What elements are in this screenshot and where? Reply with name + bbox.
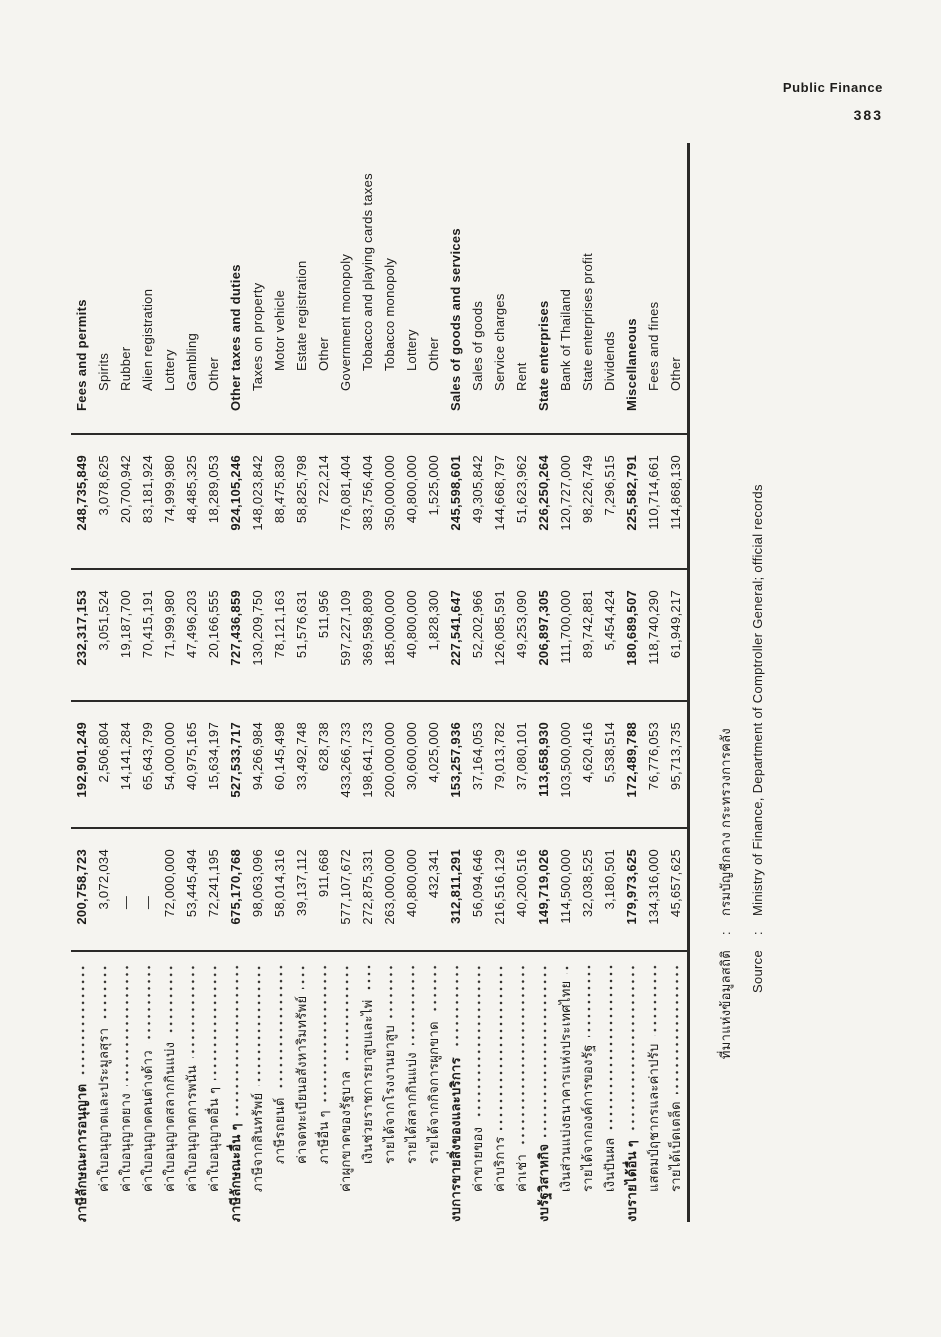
table-row: [71, 143, 93, 1222]
section-title: Public Finance: [782, 80, 883, 95]
row-label-english: Other: [316, 336, 331, 371]
dot-leader: [511, 964, 533, 1147]
thai-label-cell: [665, 950, 687, 1222]
value-cell: 172,489,788: [621, 700, 643, 827]
row-label-thai: งบรัฐวิสาหกิจ: [536, 1143, 551, 1222]
value-cell: 32,038,525: [577, 827, 599, 950]
table-row: [269, 143, 291, 1222]
thai-label-cell: [467, 950, 489, 1222]
row-label-english: Dividends: [602, 331, 617, 391]
row-label-thai: รายได้จากองค์การของรัฐ: [580, 1044, 595, 1192]
row-label-thai: รายได้จากกิจการผูกขาด: [426, 1021, 441, 1164]
value-cell: 192,901,249: [71, 700, 93, 827]
value-cell: 350,000,000: [379, 433, 401, 568]
dot-leader: [159, 964, 181, 1035]
value-cell: 248,735,849: [71, 433, 93, 568]
value-cell: 48,485,325: [181, 433, 203, 568]
value-cell: 103,500,000: [555, 700, 577, 827]
source-block: [710, 143, 774, 1222]
thai-label-cell: [181, 950, 203, 1222]
table-row: [313, 143, 335, 1222]
thai-label-cell: [247, 950, 269, 1222]
row-label-thai: ภาษีรถยนต์: [272, 1097, 287, 1164]
row-label-english: Fees and permits: [74, 299, 89, 411]
row-label-english: State enterprises: [536, 300, 551, 411]
row-label-english: Bank of Thailand: [558, 288, 573, 391]
thai-label-cell: [401, 950, 423, 1222]
row-label-thai: ค่าใบอนุญาตคนต่างด้าว: [140, 1050, 155, 1192]
row-label-thai: เงินช่วยราชการยาสูบและไพ่: [360, 999, 375, 1164]
thai-label-cell: [291, 950, 313, 1222]
value-cell: 111,700,000: [555, 568, 577, 700]
source-colon: :: [750, 931, 765, 935]
table-row: [291, 143, 313, 1222]
dot-leader: [401, 964, 423, 1045]
dot-leader: [335, 964, 357, 1064]
thai-label-cell: [643, 950, 665, 1222]
table-row: [643, 143, 665, 1222]
row-label-english: Lottery: [404, 329, 419, 371]
value-cell: 74,999,980: [159, 433, 181, 568]
value-cell: 51,623,962: [511, 433, 533, 568]
value-cell: 185,000,000: [379, 568, 401, 700]
value-cell: 110,714,661: [643, 433, 665, 568]
value-cell: 53,445,494: [181, 827, 203, 950]
value-cell: 4,025,000: [423, 700, 445, 827]
thai-label-cell: [379, 950, 401, 1222]
value-cell: 245,598,601: [445, 433, 467, 568]
value-cell: 114,500,000: [555, 827, 577, 950]
value-cell: 216,516,129: [489, 827, 511, 950]
table-row: [533, 143, 555, 1222]
row-label-english: Sales of goods: [470, 300, 485, 391]
value-cell: 79,013,782: [489, 700, 511, 827]
value-cell: 5,454,424: [599, 568, 621, 700]
value-cell: 114,868,130: [665, 433, 687, 568]
value-cell: 58,014,316: [269, 827, 291, 950]
value-cell: 40,975,165: [181, 700, 203, 827]
dot-leader: [357, 964, 379, 992]
row-label-thai: ค่าใบอนุญาตและประมูลสุรา: [96, 1027, 111, 1192]
row-label-thai: เงินส่วนแบ่งธนาคารแห่งประเทศไทย: [558, 980, 573, 1192]
value-cell: 232,317,153: [71, 568, 93, 700]
row-label-thai: เงินปันผล: [602, 1137, 617, 1192]
value-cell: 727,436,859: [225, 568, 247, 700]
value-cell: 7,296,515: [599, 433, 621, 568]
row-label-english: Estate registration: [294, 260, 309, 371]
thai-label-cell: [71, 950, 93, 1222]
row-label-english: Rent: [514, 362, 529, 391]
value-cell: 120,727,000: [555, 433, 577, 568]
row-label-english: Alien registration: [140, 288, 155, 391]
row-label-english: Miscellaneous: [624, 318, 639, 411]
value-cell: 14,141,284: [115, 700, 137, 827]
thai-label-cell: [93, 950, 115, 1222]
thai-label-cell: [357, 950, 379, 1222]
table-row: [115, 143, 137, 1222]
thai-label-cell: [225, 950, 247, 1222]
source-text-english: Ministry of Finance, Department of Comptroller General; official records: [750, 484, 765, 916]
value-cell: 83,181,924: [137, 433, 159, 568]
dot-leader: [181, 964, 203, 1058]
value-cell: 263,000,000: [379, 827, 401, 950]
row-label-english: Motor vehicle: [272, 289, 287, 371]
value-cell: 3,051,524: [93, 568, 115, 700]
value-cell: 577,107,672: [335, 827, 357, 950]
value-cell: 88,475,830: [269, 433, 291, 568]
value-cell: 200,758,723: [71, 827, 93, 950]
value-cell: 60,145,498: [269, 700, 291, 827]
thai-label-cell: [335, 950, 357, 1222]
value-cell: 206,897,305: [533, 568, 555, 700]
value-cell: 433,266,733: [335, 700, 357, 827]
value-cell: 72,241,195: [203, 827, 225, 950]
thai-label-cell: [159, 950, 181, 1222]
row-label-english: Spirits: [96, 352, 111, 391]
value-cell: 52,202,966: [467, 568, 489, 700]
row-label-english: Other: [426, 336, 441, 371]
dot-leader: [621, 964, 643, 1133]
row-label-thai: ค่าใบอนุญาตยาง: [118, 1093, 133, 1192]
value-cell: 89,742,881: [577, 568, 599, 700]
table-rows: [71, 143, 690, 1222]
thai-label-cell: [269, 950, 291, 1222]
value-cell: 40,800,000: [401, 568, 423, 700]
row-label-thai: ค่าใบอนุญาตอื่น ๆ: [206, 1086, 221, 1192]
source-line-thai: [710, 143, 742, 1222]
dot-leader: [467, 964, 489, 1120]
row-label-thai: ค่าจดทะเบียนอสังหาริมทรัพย์: [294, 995, 309, 1164]
value-cell: 70,415,191: [137, 568, 159, 700]
dot-leader: [489, 964, 511, 1130]
value-cell: 597,227,109: [335, 568, 357, 700]
row-label-english: Fees and fines: [646, 301, 661, 391]
row-label-english: Other: [668, 356, 683, 391]
value-cell: 47,496,203: [181, 568, 203, 700]
value-cell: 198,641,733: [357, 700, 379, 827]
value-cell: 527,533,717: [225, 700, 247, 827]
value-cell: 148,023,842: [247, 433, 269, 568]
row-label-english: Tobacco and playing cards taxes: [360, 173, 375, 371]
value-cell: 18,289,053: [203, 433, 225, 568]
value-cell: 71,999,980: [159, 568, 181, 700]
value-cell: 61,949,217: [665, 568, 687, 700]
row-label-thai: งบรายได้อื่น ๆ: [624, 1139, 639, 1222]
value-cell: 37,164,053: [467, 700, 489, 827]
rotated-table-canvas: [45, 133, 785, 1293]
value-cell: 54,000,000: [159, 700, 181, 827]
row-label-thai: ภาษีจากสินทรัพย์: [250, 1092, 265, 1192]
value-cell: 78,121,163: [269, 568, 291, 700]
value-cell: —: [137, 827, 159, 950]
thai-label-cell: [313, 950, 335, 1222]
value-cell: 30,600,000: [401, 700, 423, 827]
dot-leader: [445, 964, 467, 1050]
dot-leader: [379, 964, 401, 1018]
value-cell: 20,700,942: [115, 433, 137, 568]
value-cell: 180,689,507: [621, 568, 643, 700]
value-cell: 56,094,646: [467, 827, 489, 950]
row-label-thai: แสตมป์ฤชากรและค่าปรับ: [646, 1043, 661, 1192]
value-cell: 98,226,749: [577, 433, 599, 568]
table-row: [357, 143, 379, 1222]
dot-leader: [533, 964, 555, 1137]
value-cell: 776,081,404: [335, 433, 357, 568]
row-label-english: Taxes on property: [250, 282, 265, 391]
value-cell: 225,582,791: [621, 433, 643, 568]
row-label-thai: ภาษีลักษณะการอนุญาต: [74, 1083, 89, 1222]
dot-leader: [423, 964, 445, 1014]
table-row: [555, 143, 577, 1222]
value-cell: 1,828,300: [423, 568, 445, 700]
row-label-english: Rubber: [118, 346, 133, 391]
value-cell: 15,634,197: [203, 700, 225, 827]
source-colon: :: [718, 931, 733, 935]
value-cell: 33,492,748: [291, 700, 313, 827]
table-row: [665, 143, 687, 1222]
row-label-thai: ภาษีอื่น ๆ: [316, 1110, 331, 1164]
value-cell: 39,137,112: [291, 827, 313, 950]
row-label-english: Other: [206, 356, 221, 391]
row-label-thai: งบการขายสิ่งของและบริการ: [448, 1057, 463, 1222]
value-cell: 45,657,625: [665, 827, 687, 950]
value-cell: 3,180,501: [599, 827, 621, 950]
row-label-english: Government monopoly: [338, 253, 353, 391]
value-cell: 179,973,625: [621, 827, 643, 950]
table-row: [423, 143, 445, 1222]
row-label-english: State enterprises profit: [580, 253, 595, 391]
row-label-thai: ค่าบริการ: [492, 1136, 507, 1192]
source-text-thai: กรมบัญชีกลาง กระทรวงการคลัง: [718, 727, 733, 916]
value-cell: 49,305,842: [467, 433, 489, 568]
value-cell: 130,209,750: [247, 568, 269, 700]
table-row: [467, 143, 489, 1222]
table-row: [445, 143, 467, 1222]
value-cell: 200,000,000: [379, 700, 401, 827]
table-row: [379, 143, 401, 1222]
value-cell: 51,576,631: [291, 568, 313, 700]
thai-label-cell: [445, 950, 467, 1222]
thai-label-cell: [137, 950, 159, 1222]
value-cell: 40,800,000: [401, 433, 423, 568]
value-cell: 49,253,090: [511, 568, 533, 700]
value-cell: 1,525,000: [423, 433, 445, 568]
value-cell: 153,257,936: [445, 700, 467, 827]
value-cell: 3,078,625: [93, 433, 115, 568]
value-cell: 628,738: [313, 700, 335, 827]
table-row: [511, 143, 533, 1222]
dot-leader: [93, 964, 115, 1021]
thai-label-cell: [423, 950, 445, 1222]
table-row: [225, 143, 247, 1222]
value-cell: 37,080,101: [511, 700, 533, 827]
value-cell: 3,072,034: [93, 827, 115, 950]
thai-label-cell: [599, 950, 621, 1222]
row-label-english: Sales of goods and services: [448, 228, 463, 411]
dot-leader: [313, 964, 335, 1103]
row-label-thai: ค่าใบอนุญาตการพนัน: [184, 1064, 199, 1192]
row-label-thai: รายได้เบ็ดเตล็ด: [668, 1101, 683, 1192]
value-cell: 98,063,096: [247, 827, 269, 950]
value-cell: 95,713,735: [665, 700, 687, 827]
row-label-thai: ภาษีลักษณะอื่น ๆ: [228, 1123, 243, 1222]
thai-label-cell: [489, 950, 511, 1222]
table-row: [181, 143, 203, 1222]
dot-leader: [203, 964, 225, 1080]
row-label-english: Lottery: [162, 349, 177, 391]
value-cell: 144,668,797: [489, 433, 511, 568]
dot-leader: [555, 964, 577, 974]
source-line-english: [742, 143, 774, 1222]
table-sheet: [45, 133, 774, 1293]
table-row: [159, 143, 181, 1222]
row-label-english: Service charges: [492, 293, 507, 391]
thai-label-cell: [555, 950, 577, 1222]
value-cell: 369,598,809: [357, 568, 379, 700]
value-cell: 226,250,264: [533, 433, 555, 568]
value-cell: 134,316,000: [643, 827, 665, 950]
source-label-english: Source: [750, 950, 765, 993]
table-row: [137, 143, 159, 1222]
table-row: [401, 143, 423, 1222]
value-cell: 19,187,700: [115, 568, 137, 700]
table-row: [577, 143, 599, 1222]
value-cell: 40,800,000: [401, 827, 423, 950]
value-cell: 20,166,555: [203, 568, 225, 700]
row-label-thai: ค่าเช่า: [514, 1153, 529, 1192]
page-number: 383: [853, 107, 883, 123]
row-label-english: Gambling: [184, 332, 199, 391]
table-row: [335, 143, 357, 1222]
value-cell: 227,541,647: [445, 568, 467, 700]
running-head: [783, 80, 883, 123]
table-row: [203, 143, 225, 1222]
thai-label-cell: [115, 950, 137, 1222]
value-cell: 94,266,984: [247, 700, 269, 827]
value-cell: 113,658,930: [533, 700, 555, 827]
value-cell: 383,756,404: [357, 433, 379, 568]
value-cell: 432,341: [423, 827, 445, 950]
row-label-english: Other taxes and duties: [228, 264, 243, 411]
dot-leader: [599, 964, 621, 1131]
row-label-english: Tobacco monopoly: [382, 257, 397, 371]
thai-label-cell: [621, 950, 643, 1222]
source-label-thai: ที่มาแห่งข้อมูลสถิติ: [718, 950, 733, 1060]
dot-leader: [71, 964, 93, 1077]
dot-leader: [225, 964, 247, 1116]
dot-leader: [269, 964, 291, 1090]
row-label-thai: ค่าผูกขาดของรัฐบาล: [338, 1070, 353, 1192]
value-cell: 40,200,516: [511, 827, 533, 950]
row-label-thai: ค่าใบอนุญาตสลากกินแบ่ง: [162, 1041, 177, 1192]
dot-leader: [577, 964, 599, 1037]
value-cell: 511,956: [313, 568, 335, 700]
thai-label-cell: [577, 950, 599, 1222]
value-cell: 5,538,514: [599, 700, 621, 827]
dot-leader: [137, 964, 159, 1043]
dot-leader: [643, 964, 665, 1036]
value-cell: 675,170,768: [225, 827, 247, 950]
value-cell: 118,740,290: [643, 568, 665, 700]
value-cell: 76,776,053: [643, 700, 665, 827]
value-cell: 58,825,798: [291, 433, 313, 568]
thai-label-cell: [511, 950, 533, 1222]
dot-leader: [665, 964, 687, 1094]
value-cell: 2,506,804: [93, 700, 115, 827]
value-cell: 924,105,246: [225, 433, 247, 568]
table-row: [489, 143, 511, 1222]
table-row: [599, 143, 621, 1222]
value-cell: 4,620,416: [577, 700, 599, 827]
value-cell: —: [115, 827, 137, 950]
value-cell: 312,811,291: [445, 827, 467, 950]
dot-leader: [247, 964, 269, 1086]
value-cell: 722,214: [313, 433, 335, 568]
value-cell: 65,643,799: [137, 700, 159, 827]
table-row: [621, 143, 643, 1222]
table-row: [93, 143, 115, 1222]
dot-leader: [291, 964, 313, 989]
value-cell: 272,875,331: [357, 827, 379, 950]
thai-label-cell: [533, 950, 555, 1222]
value-cell: 911,668: [313, 827, 335, 950]
row-label-thai: รายได้สลากกินแบ่ง: [404, 1052, 419, 1164]
value-cell: 72,000,000: [159, 827, 181, 950]
value-cell: 126,085,591: [489, 568, 511, 700]
row-label-thai: รายได้จากโรงงานยาสูบ: [382, 1024, 397, 1164]
row-label-thai: ค่าขายของ: [470, 1126, 485, 1192]
value-cell: 149,719,026: [533, 827, 555, 950]
table-row: [247, 143, 269, 1222]
dot-leader: [115, 964, 137, 1086]
thai-label-cell: [203, 950, 225, 1222]
